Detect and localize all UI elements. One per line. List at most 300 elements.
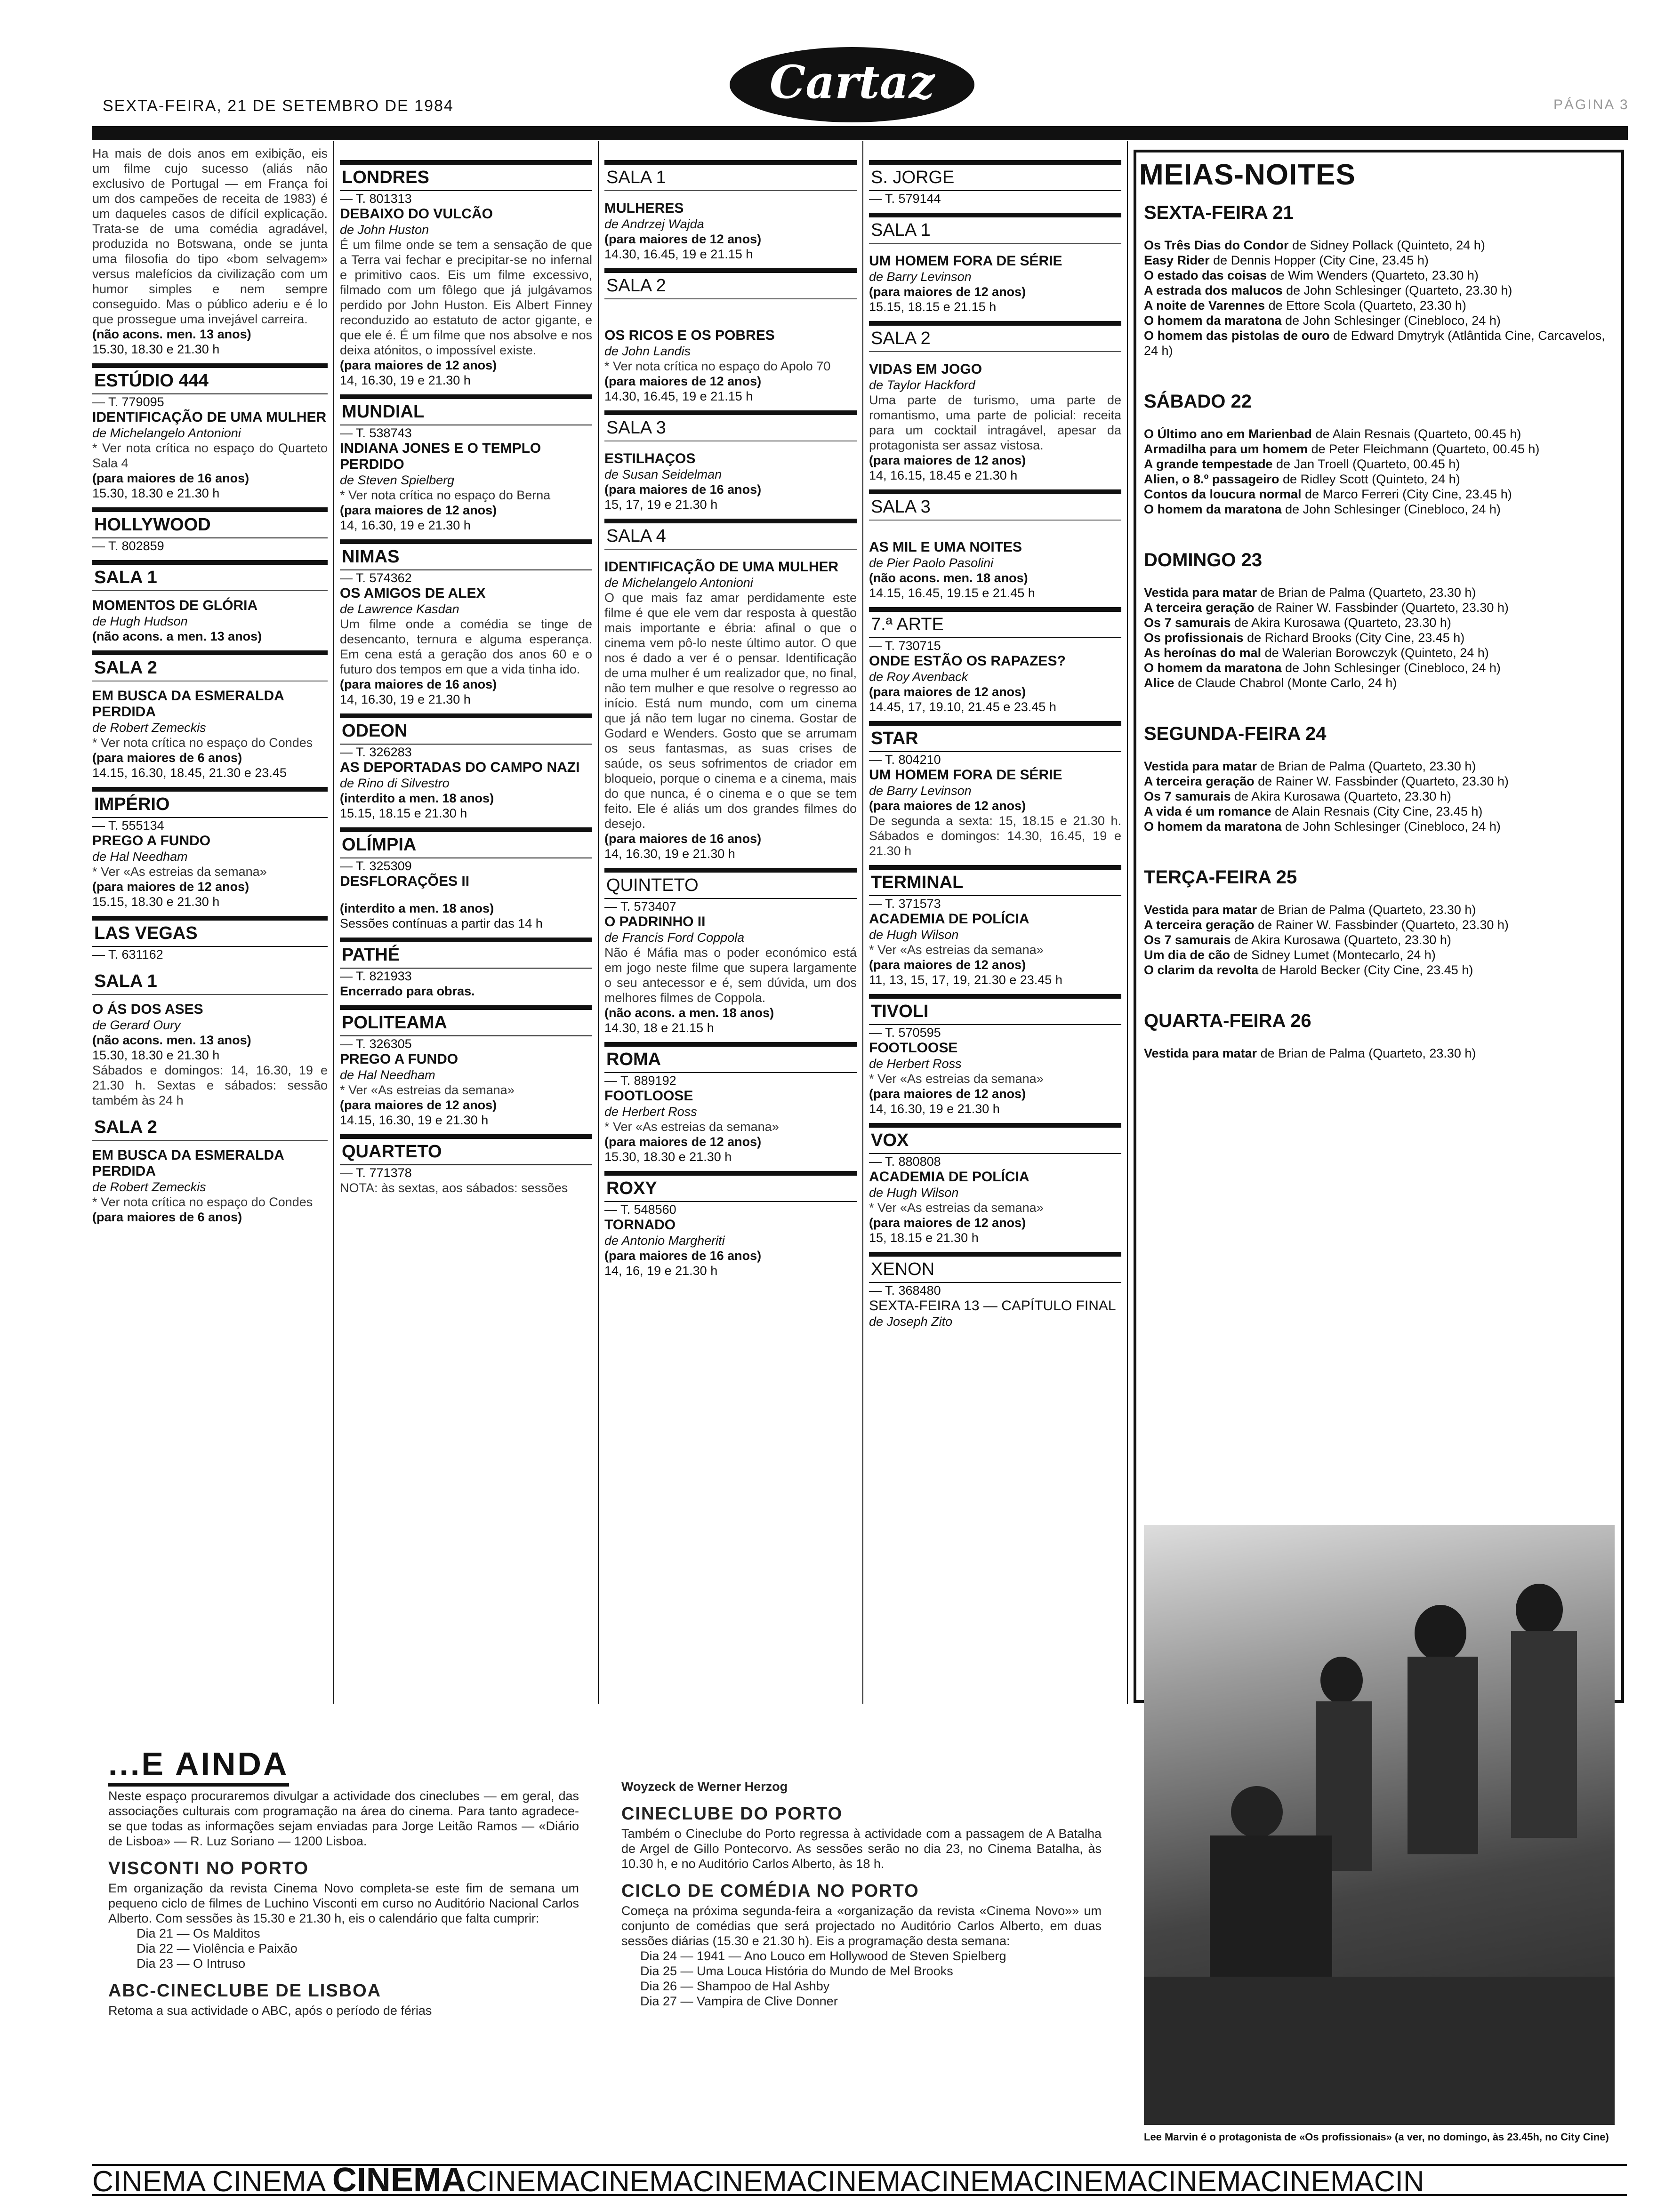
meias-film-title: Vestida para matar — [1144, 585, 1257, 600]
cinema-star: STAR — [869, 721, 1121, 752]
meias-noites-item — [1144, 675, 1615, 690]
meias-noites-day: TERÇA-FEIRA 25 — [1144, 867, 1297, 888]
meias-film-title: Vestida para matar — [1144, 903, 1257, 917]
meias-noites-item — [1144, 313, 1615, 328]
column-divider — [862, 141, 863, 1704]
screen-heading: SALA 1 — [869, 213, 1121, 244]
film-director: de Robert Zemeckis — [92, 1180, 206, 1194]
meias-film-title: Os 7 samurais — [1144, 933, 1231, 947]
film-director: de Francis Ford Coppola — [604, 930, 745, 945]
meias-film-title: O homem das pistolas de ouro — [1144, 329, 1330, 343]
meias-film-details: de Peter Fleichmann (Quarteto, 00.45 h) — [1311, 442, 1540, 456]
review-text: Um filme onde a comédia se tinge de desencanto, ternura e alguma esperança. Em cena está a geração dos anos 60 e o futuro dos tempos em que a vida tinha ido. — [340, 617, 592, 676]
top-rule — [92, 126, 1628, 140]
comedia-list-item: Dia 24 — 1941 — Ano Louco em Hollywood de Steven Spielberg — [640, 1949, 1006, 1963]
phone: — T. 804210 — [869, 753, 941, 767]
meias-noites-item — [1144, 268, 1615, 283]
showtimes: 15.30, 18.30 e 21.30 h — [92, 486, 220, 500]
review-text: O que mais faz amar perdidamente este filme é que ele vem dar resposta à questão mais importante e ébria: afinal o que o cinema vem pô-lo neste último autor. O que nos é dado a ver é o pensar. Identificação de uma mulher é um realizador que, no final, não tem mulher e que resolve o regresso ao início. Está num mundo, com um cinema que já não tem lugar no cinema. Gostar de Godard e Wenders. Gosto que se arrumam os seus fantasmas, as suas crises de saúde, os seus sofrimentos de criador em bloqueio, porque o cinema e a cinema, mais do que nunca, é o cinema e o que se tem feito. Ele é aliás um dos grandes filmes do desejo. — [604, 591, 857, 831]
meias-film-title: Armadilha para um homem — [1144, 442, 1308, 456]
visconti-list-item: Dia 23 — O Intruso — [137, 1956, 246, 1971]
visconti-list-item: Dia 22 — Violência e Paixão — [137, 1941, 298, 1956]
film-title: SEXTA-FEIRA 13 — CAPÍTULO FINAL — [869, 1298, 1116, 1314]
extra-sessions: Sábados e domingos: 14, 16.30, 19 e 21.30 h. Sextas e sábados: sessão também às 24 h — [92, 1063, 328, 1107]
film-title: EM BUSCA DA ESMERALDA PERDIDA — [92, 688, 284, 720]
note: * Ver nota crítica no espaço do Apolo 70 — [604, 359, 831, 373]
phone: — T. 771378 — [340, 1166, 412, 1180]
meias-noites-item — [1144, 789, 1615, 804]
cinema-estudio-444: ESTÚDIO 444 — [92, 363, 328, 394]
rating: (não acons. a men. 13 anos) — [92, 629, 262, 643]
phone: — T. 730715 — [869, 639, 941, 653]
phone: — T. 555134 — [92, 818, 164, 833]
rating: (para maiores de 12 anos) — [604, 232, 762, 246]
cinema-footer-banner — [92, 2164, 1627, 2196]
cinema-imperio: IMPÉRIO — [92, 787, 328, 818]
rating: (para maiores de 12 anos) — [604, 374, 762, 388]
svg-text:Cartaz: Cartaz — [769, 56, 935, 109]
showtimes: 14, 16.30, 19 e 21.30 h — [340, 373, 471, 387]
meias-film-details: de Sidney Pollack (Quinteto, 24 h) — [1292, 238, 1485, 252]
rating: (para maiores de 12 anos) — [869, 958, 1026, 972]
phone: — T. 821933 — [340, 969, 412, 983]
rating: (para maiores de 12 anos) — [869, 799, 1026, 813]
meias-film-details: de John Schlesinger (Cinebloco, 24 h) — [1285, 313, 1501, 328]
meias-noites-item — [1144, 630, 1615, 645]
screen-heading: SALA 1 — [92, 969, 328, 995]
comedia-list-item: Dia 25 — Uma Louca História do Mundo de Mel Brooks — [640, 1964, 953, 1978]
meias-film-details: de Wim Wenders (Quarteto, 23.30 h) — [1270, 268, 1479, 282]
rating: (interdito a men. 18 anos) — [340, 901, 494, 915]
rating: (para maiores de 12 anos) — [869, 285, 1026, 299]
meias-noites-item — [1144, 585, 1615, 600]
phone: — T. 579144 — [869, 192, 941, 206]
showtimes: 14, 16, 19 e 21.30 h — [604, 1264, 718, 1278]
meias-noites-item — [1144, 1046, 1615, 1061]
film-title: DEBAIXO DO VULCÃO — [340, 206, 493, 222]
meias-film-details: de John Schlesinger (Cinebloco, 24 h) — [1285, 661, 1501, 675]
meias-film-details: de Rainer W. Fassbinder (Quarteto, 23.30 h) — [1258, 774, 1509, 788]
film-director: de Hugh Hudson — [92, 614, 188, 628]
cinema-hollywood: HOLLYWOOD — [92, 507, 328, 538]
meias-noites-item — [1144, 600, 1615, 615]
phone: — T. 326305 — [340, 1037, 412, 1051]
footer-text-a: CINEMA CINEMA — [92, 2165, 332, 2196]
cinema-quarteto: QUARTETO — [340, 1134, 592, 1165]
showtimes: 14, 16.30, 19 e 21.30 h — [869, 1102, 1000, 1116]
meias-film-details: de Akira Kurosawa (Quarteto, 23.30 h) — [1234, 616, 1451, 630]
showtimes: 14, 16.15, 18.45 e 21.30 h — [869, 468, 1018, 482]
rating: (não acons. men. 18 anos) — [869, 571, 1028, 585]
showtimes: De segunda a sexta: 15, 18.15 e 21.30 h. Sábados e domingos: 14.30, 16.45, 19 e 21.30 h — [869, 814, 1121, 858]
rating: (não acons. men. 13 anos) — [92, 1033, 251, 1047]
e-ainda-intro: Neste espaço procuraremos divulgar a actividade dos cineclubes — em geral, das associações culturais com programação na área do cinema. Para tanto agradece-se que todas as informações sejam enviadas para Jorge Leitão Ramos — «Diário de Lisboa» — R. Luz Soriano — 1200 Lisboa. — [108, 1789, 579, 1848]
phone: — T. 371573 — [869, 897, 941, 911]
rating: (para maiores de 12 anos) — [340, 503, 497, 517]
column-divider — [598, 141, 599, 1704]
film-director: de Herbert Ross — [869, 1057, 962, 1071]
column-divider — [1127, 141, 1128, 1704]
showtimes: 15.15, 18.15 e 21.15 h — [869, 300, 997, 314]
note: * Ver nota crítica no espaço do Berna — [340, 488, 551, 502]
phone: — T. 548560 — [604, 1202, 676, 1217]
film-title: FOOTLOOSE — [869, 1040, 958, 1056]
film-title: FOOTLOOSE — [604, 1088, 693, 1104]
phone: — T. 889192 — [604, 1074, 676, 1088]
film-title: OS AMIGOS DE ALEX — [340, 585, 486, 601]
film-title: PREGO A FUNDO — [92, 833, 211, 849]
film-title: ONDE ESTÃO OS RAPAZES? — [869, 653, 1066, 669]
film-director: de Gerard Oury — [92, 1018, 181, 1032]
film-director: de Susan Seidelman — [604, 467, 722, 481]
showtimes: 14.15, 16.45, 19.15 e 21.45 h — [869, 586, 1035, 600]
meias-noites-title: MEIAS-NOITES — [1139, 159, 1356, 191]
footer-text-c: CINEMACINEMACINEMACINEMACINEMACINEMACINEMACINEMACIN — [466, 2165, 1424, 2196]
cinema-roma: ROMA — [604, 1042, 857, 1073]
film-director: de Michelangelo Antonioni — [92, 426, 241, 440]
meias-noites-item — [1144, 298, 1615, 313]
meias-film-details: de Rainer W. Fassbinder (Quarteto, 23.30 h) — [1258, 601, 1509, 615]
meias-film-title: Um dia de cão — [1144, 948, 1231, 962]
meias-noites-item — [1144, 917, 1615, 932]
meias-noites-day: DOMINGO 23 — [1144, 550, 1263, 570]
cinema-las-vegas: LAS VEGAS — [92, 916, 328, 947]
film-director: de Joseph Zito — [869, 1314, 953, 1329]
visconti-text: Em organização da revista Cinema Novo completa-se este fim de semana um pequeno ciclo de filmes de Luchino Visconti em curso no Auditório Nacional Carlos Alberto. Com sessões às 15.30 e 21.30 h, eis o calendário que falta cumprir: — [108, 1881, 579, 1925]
meias-noites-item — [1144, 457, 1615, 472]
meias-film-title: Alice — [1144, 676, 1174, 690]
film-title: PREGO A FUNDO — [340, 1051, 458, 1067]
note: * Ver nota crítica no espaço do Quarteto Sala 4 — [92, 441, 328, 470]
meias-noites-item — [1144, 759, 1615, 774]
film-title: ACADEMIA DE POLÍCIA — [869, 911, 1030, 927]
abc-text: Retoma a sua actividade o ABC, após o período de férias — [108, 2004, 432, 2018]
film-director: de Hal Needham — [340, 1068, 435, 1082]
film-title: VIDAS EM JOGO — [869, 361, 982, 377]
rating: (para maiores de 16 anos) — [604, 1249, 762, 1263]
film-title: EM BUSCA DA ESMERALDA PERDIDA — [92, 1147, 284, 1179]
cinema-politeama: POLITEAMA — [340, 1005, 592, 1036]
cinema-olimpia: OLÍMPIA — [340, 827, 592, 858]
visconti-list-item: Dia 21 — Os Malditos — [137, 1926, 260, 1940]
meias-noites-item — [1144, 502, 1615, 517]
showtimes: 14.30, 18 e 21.15 h — [604, 1021, 714, 1035]
film-title: UM HOMEM FORA DE SÉRIE — [869, 253, 1062, 269]
meias-film-details: de Akira Kurosawa (Quarteto, 23.30 h) — [1234, 933, 1451, 947]
film-still-figures — [1144, 1525, 1615, 2125]
film-director: de Antonio Margheriti — [604, 1234, 725, 1248]
film-director: de Rino di Silvestro — [340, 776, 450, 790]
film-title: ESTILHAÇOS — [604, 451, 696, 466]
notice: Encerrado para obras. — [340, 984, 475, 998]
rating: (para maiores de 16 anos) — [92, 471, 249, 485]
film-director: de Hal Needham — [92, 850, 188, 864]
meias-noites-item — [1144, 804, 1615, 819]
meias-film-title: A terceira geração — [1144, 918, 1255, 932]
meias-noites-schedule — [1144, 202, 1615, 1061]
showtimes: 14, 16.30, 19 e 21.30 h — [340, 692, 471, 706]
film-director: de Steven Spielberg — [340, 473, 455, 487]
meias-noites-item — [1144, 774, 1615, 789]
cinema-odeon: ODEON — [340, 713, 592, 745]
cinema-roxy: ROXY — [604, 1171, 857, 1202]
film-title: O ÁS DOS ASES — [92, 1002, 203, 1017]
film-director: de Hugh Wilson — [869, 928, 959, 942]
note: * Ver nota crítica no espaço do Condes — [92, 1195, 313, 1209]
meias-film-details: de Jan Troell (Quarteto, 00.45 h) — [1276, 457, 1460, 471]
comedia-text: Começa na próxima segunda-feira a «organização da revista «Cinema Novo»» um conjunto de comédias que será projectado no Auditório Carlos Alberto, em duas sessões diárias (15.30 e 21.30 h). Eis a programação desta semana: — [621, 1904, 1102, 1948]
note: * Ver nota crítica no espaço do Condes — [92, 736, 313, 750]
film-director: de Lawrence Kasdan — [340, 602, 459, 616]
listings-column-1 — [92, 146, 328, 1225]
meias-film-details: de Claude Chabrol (Monte Carlo, 24 h) — [1178, 676, 1397, 690]
meias-noites-item — [1144, 902, 1615, 917]
meias-film-details: de Brian de Palma (Quarteto, 23.30 h) — [1260, 585, 1476, 600]
meias-film-title: A vida é um romance — [1144, 804, 1271, 818]
meias-film-title: A terceira geração — [1144, 774, 1255, 788]
meias-noites-day: SEGUNDA-FEIRA 24 — [1144, 723, 1327, 744]
screen-heading: SALA 2 — [92, 650, 328, 681]
film-director: de John Huston — [340, 223, 429, 237]
meias-film-details: de Edward Dmytryk (Atlântida Cine, Carcavelos, 24 h) — [1144, 329, 1605, 358]
meias-noites-item — [1144, 615, 1615, 630]
meias-noites-item — [1144, 645, 1615, 660]
showtimes: 15.15, 18.30 e 21.30 h — [92, 895, 220, 909]
meias-film-details: de John Schlesinger (Quarteto, 23.30 h) — [1286, 283, 1512, 297]
film-director: de Hugh Wilson — [869, 1186, 959, 1200]
meias-noites-item — [1144, 660, 1615, 675]
rating: (para maiores de 12 anos) — [869, 1087, 1026, 1101]
rating: (não acons. a men. 18 anos) — [604, 1006, 774, 1020]
note: * Ver «As estreias da semana» — [869, 1072, 1044, 1086]
film-title: ACADEMIA DE POLÍCIA — [869, 1169, 1030, 1185]
note: * Ver «As estreias da semana» — [869, 1201, 1044, 1215]
showtimes: 15.30, 18.30 e 21.30 h — [92, 1048, 220, 1062]
meias-noites-item — [1144, 487, 1615, 502]
showtimes: 14, 16.30, 19 e 21.30 h — [604, 847, 735, 861]
cinema-terminal: TERMINAL — [869, 865, 1121, 896]
meias-noites-item — [1144, 472, 1615, 487]
meias-film-title: Vestida para matar — [1144, 759, 1257, 773]
rating: (para maiores de 16 anos) — [604, 832, 762, 846]
phone: — T. 779095 — [92, 395, 164, 409]
meias-film-title: Os 7 samurais — [1144, 789, 1231, 803]
phone: — T. 570595 — [869, 1026, 941, 1040]
meias-film-title: Os profissionais — [1144, 631, 1244, 645]
meias-noites-day: SEXTA-FEIRA 21 — [1144, 202, 1294, 223]
meias-film-details: de Alain Resnais (Quarteto, 00.45 h) — [1315, 427, 1521, 441]
woyzeck-text: Woyzeck de Werner Herzog — [621, 1779, 788, 1794]
meias-film-title: O clarim da revolta — [1144, 963, 1259, 977]
showtimes: Sessões contínuas a partir das 14 h — [340, 916, 543, 930]
meias-noites-item — [1144, 238, 1615, 253]
review-text: É um filme onde se tem a sensação de que a Terra vai fechar e precipitar-se no infernal e primitivo caos. Eis um filme excessivo, filmado com um fôlego que já julgávamos perdido por John Huston. Eis Albert Finney reconduzido ao estatuto de actor gigante, e que ele é. É um filme que nos absolve e nos deixa atónitos, o impossível existe. — [340, 238, 592, 357]
screen-heading: SALA 2 — [604, 268, 857, 299]
meias-film-details: de Brian de Palma (Quarteto, 23.30 h) — [1260, 1046, 1476, 1060]
screen-heading: SALA 4 — [604, 519, 857, 550]
meias-film-details: de Ettore Scola (Quarteto, 23.30 h) — [1268, 298, 1466, 313]
film-director: de Michelangelo Antonioni — [604, 576, 753, 590]
phone: — T. 538743 — [340, 426, 412, 440]
rating: (para maiores de 16 anos) — [340, 677, 497, 691]
rating: (para maiores de 12 anos) — [604, 1135, 762, 1149]
meias-noites-item — [1144, 819, 1615, 834]
note: * Ver «As estreias da semana» — [340, 1083, 515, 1097]
note: * Ver «As estreias da semana» — [604, 1120, 779, 1134]
meias-film-title: O homem da maratona — [1144, 313, 1282, 328]
meias-film-details: de Akira Kurosawa (Quarteto, 23.30 h) — [1234, 789, 1451, 803]
film-title: UM HOMEM FORA DE SÉRIE — [869, 767, 1062, 783]
visconti-heading: VISCONTI NO PORTO — [108, 1859, 309, 1878]
meias-noites-day: SÁBADO 22 — [1144, 391, 1252, 412]
meias-noites-item — [1144, 441, 1615, 457]
comedia-list-item: Dia 27 — Vampira de Clive Donner — [640, 1994, 838, 2008]
meias-film-details: de Rainer W. Fassbinder (Quarteto, 23.30 h) — [1258, 918, 1509, 932]
film-director: de Pier Paolo Pasolini — [869, 556, 994, 570]
rating: (para maiores de 12 anos) — [92, 880, 249, 894]
notice: NOTA: às sextas, aos sábados: sessões — [340, 1181, 568, 1195]
meias-film-title: A terceira geração — [1144, 601, 1255, 615]
film-title: DESFLORAÇÕES II — [340, 874, 470, 889]
showtimes: 14.30, 16.45, 19 e 21.15 h — [604, 389, 753, 403]
cinema-7-arte: 7.ª ARTE — [869, 607, 1121, 638]
porto-heading: CINECLUBE DO PORTO — [621, 1804, 843, 1824]
meias-noites-item — [1144, 283, 1615, 298]
screen-heading: SALA 3 — [604, 410, 857, 441]
page-number: PÁGINA 3 — [1553, 97, 1629, 112]
rating: (para maiores de 6 anos) — [92, 1210, 242, 1224]
meias-film-details: de Richard Brooks (City Cine, 23.45 h) — [1247, 631, 1465, 645]
comedia-heading: CICLO DE COMÉDIA NO PORTO — [621, 1881, 919, 1901]
meias-film-details: de Marco Ferreri (City Cine, 23.45 h) — [1305, 487, 1512, 501]
cinema-s-jorge: S. JORGE — [869, 160, 1121, 191]
film-director: de Barry Levinson — [869, 784, 972, 798]
screen-heading: SALA 2 — [92, 1114, 328, 1141]
meias-film-details: de Walerian Borowczyk (Quinteto, 24 h) — [1264, 646, 1489, 660]
page-date: SEXTA-FEIRA, 21 DE SETEMBRO DE 1984 — [103, 97, 454, 115]
meias-film-title: A estrada dos malucos — [1144, 283, 1283, 297]
meias-noites-item — [1144, 426, 1615, 441]
phone: — T. 801313 — [340, 192, 412, 206]
cinema-xenon: XENON — [869, 1252, 1121, 1283]
abc-heading: ABC-CINECLUBE DE LISBOA — [108, 1981, 382, 2001]
listings-column-3 — [604, 146, 857, 1278]
listings-column-2 — [340, 146, 592, 1195]
showtimes: 15.30, 18.30 e 21.30 h — [604, 1150, 732, 1164]
meias-film-details: de Brian de Palma (Quarteto, 23.30 h) — [1260, 903, 1476, 917]
meias-film-title: Vestida para matar — [1144, 1046, 1257, 1060]
showtimes: 14.45, 17, 19.10, 21.45 e 23.45 h — [869, 700, 1056, 714]
screen-heading: SALA 2 — [869, 321, 1121, 352]
e-ainda-right-column — [621, 1779, 1102, 2009]
listings-column-4 — [869, 146, 1121, 1329]
screen-heading: SALA 1 — [92, 560, 328, 591]
rating: (interdito a men. 18 anos) — [340, 791, 494, 805]
film-title: TORNADO — [604, 1217, 676, 1233]
meias-noites-item — [1144, 962, 1615, 978]
cinema-quinteto: QUINTETO — [604, 868, 857, 899]
phone: — T. 802859 — [92, 539, 164, 553]
phone: — T. 368480 — [869, 1283, 941, 1298]
meias-film-details: de Ridley Scott (Quinteto, 24 h) — [1282, 472, 1460, 486]
meias-film-title: Os 7 samurais — [1144, 616, 1231, 630]
film-director: de John Landis — [604, 344, 691, 358]
cinema-tivoli: TIVOLI — [869, 994, 1121, 1025]
rating: (para maiores de 12 anos) — [340, 1098, 497, 1112]
note: * Ver «As estreias da semana» — [869, 943, 1044, 957]
film-title: IDENTIFICAÇÃO DE UMA MULHER — [92, 409, 327, 425]
film-director: de Andrzej Wajda — [604, 217, 704, 231]
film-title: AS DEPORTADAS DO CAMPO NAZI — [340, 760, 580, 775]
showtimes: 11, 13, 15, 17, 19, 21.30 e 23.45 h — [869, 973, 1062, 987]
cartaz-logo — [725, 33, 979, 127]
cinema-pathe: PATHÉ — [340, 938, 592, 969]
meias-film-title: Os Três Dias do Condor — [1144, 238, 1289, 252]
meias-film-title: O estado das coisas — [1144, 268, 1267, 282]
showtimes: 14.30, 16.45, 19 e 21.15 h — [604, 247, 753, 261]
meias-film-details: de Alain Resnais (City Cine, 23.45 h) — [1275, 804, 1483, 818]
meias-noites-item — [1144, 328, 1615, 358]
phone: — T. 326283 — [340, 745, 412, 759]
film-director: de Barry Levinson — [869, 270, 972, 284]
meias-film-title: O Último ano em Marienbad — [1144, 427, 1312, 441]
showtimes: 15.30, 18.30 e 21.30 h — [92, 342, 220, 356]
film-title: MOMENTOS DE GLÓRIA — [92, 598, 258, 613]
film-director: de Taylor Hackford — [869, 378, 975, 392]
film-title: OS RICOS E OS POBRES — [604, 328, 775, 343]
film-title: AS MIL E UMA NOITES — [869, 539, 1022, 555]
film-title: INDIANA JONES E O TEMPLO PERDIDO — [340, 441, 541, 472]
meias-film-details: de John Schlesinger (Cinebloco, 24 h) — [1285, 819, 1501, 834]
film-still-photo — [1144, 1525, 1615, 2125]
phone: — T. 880808 — [869, 1154, 941, 1169]
film-director: de Herbert Ross — [604, 1105, 697, 1119]
meias-film-details: de Brian de Palma (Quarteto, 23.30 h) — [1260, 759, 1476, 773]
film-title: MULHERES — [604, 200, 684, 216]
photo-caption: Lee Marvin é o protagonista de «Os profissionais» (a ver, no domingo, às 23.45h, no City Cine) — [1144, 2131, 1609, 2143]
rating: (para maiores de 12 anos) — [340, 358, 497, 372]
footer-text-bold: CINEMA — [332, 2164, 466, 2196]
showtimes: 15.15, 18.15 e 21.30 h — [340, 806, 467, 820]
review-text: Não é Máfia mas o poder económico está em jogo neste filme que supera largamente o seu antecessor e é, sem dúvida, um dos melhores filmes de Coppola. — [604, 946, 857, 1005]
showtimes: 14.15, 16.30, 18.45, 21.30 e 23.45 — [92, 766, 287, 780]
film-director: de Roy Avenback — [869, 670, 968, 684]
meias-film-details: de John Schlesinger (Cinebloco, 24 h) — [1285, 502, 1501, 516]
meias-film-title: Contos da loucura normal — [1144, 487, 1302, 501]
meias-film-title: As heroínas do mal — [1144, 646, 1262, 660]
cinema-vox: VOX — [869, 1123, 1121, 1154]
meias-noites-item — [1144, 932, 1615, 947]
meias-film-title: O homem da maratona — [1144, 502, 1282, 516]
cinema-nimas: NIMAS — [340, 539, 592, 570]
meias-noites-day: QUARTA-FEIRA 26 — [1144, 1010, 1311, 1031]
showtimes: 14, 16.30, 19 e 21.30 h — [340, 518, 471, 532]
phone: — T. 325309 — [340, 859, 412, 873]
meias-film-title: Alien, o 8.º passageiro — [1144, 472, 1279, 486]
meias-film-details: de Sidney Lumet (Montecarlo, 24 h) — [1233, 948, 1436, 962]
phone: — T. 631162 — [92, 947, 163, 962]
rating: (não acons. men. 13 anos) — [92, 327, 251, 341]
rating: (para maiores de 6 anos) — [92, 751, 242, 765]
e-ainda-title: ...E AINDA — [108, 1745, 289, 1787]
meias-film-title: Easy Rider — [1144, 253, 1210, 267]
porto-text: Também o Cineclube do Porto regressa à actividade com a passagem de A Batalha de Argel de Gillo Pontecorvo. As sessões serão no dia 23, no Cinema Batalha, às 10.30 h, e no Auditório Carlos Alberto, às 18 h. — [621, 1827, 1102, 1871]
intro-text: Ha mais de dois anos em exibição, eis um filme cujo sucesso (aliás não exclusivo de Portugal — em França foi um dos campeões de receita de 1983) é um daqueles casos de difícil explicação. Trata-se de uma comédia agradável, produzida no Botswana, onde se junta uma filosofia do tipo «bom selvagem» versus malefícios da civilização com um humor simples e nem sempre conseguido. Mas o público aderiu e é lo que prossegue uma invejável carreira. — [92, 146, 328, 326]
meias-film-details: de Harold Becker (City Cine, 23.45 h) — [1262, 963, 1473, 977]
meias-film-details: de Dennis Hopper (City Cine, 23.45 h) — [1213, 253, 1429, 267]
screen-heading: SALA 3 — [869, 489, 1121, 521]
rating: (para maiores de 16 anos) — [604, 482, 762, 497]
